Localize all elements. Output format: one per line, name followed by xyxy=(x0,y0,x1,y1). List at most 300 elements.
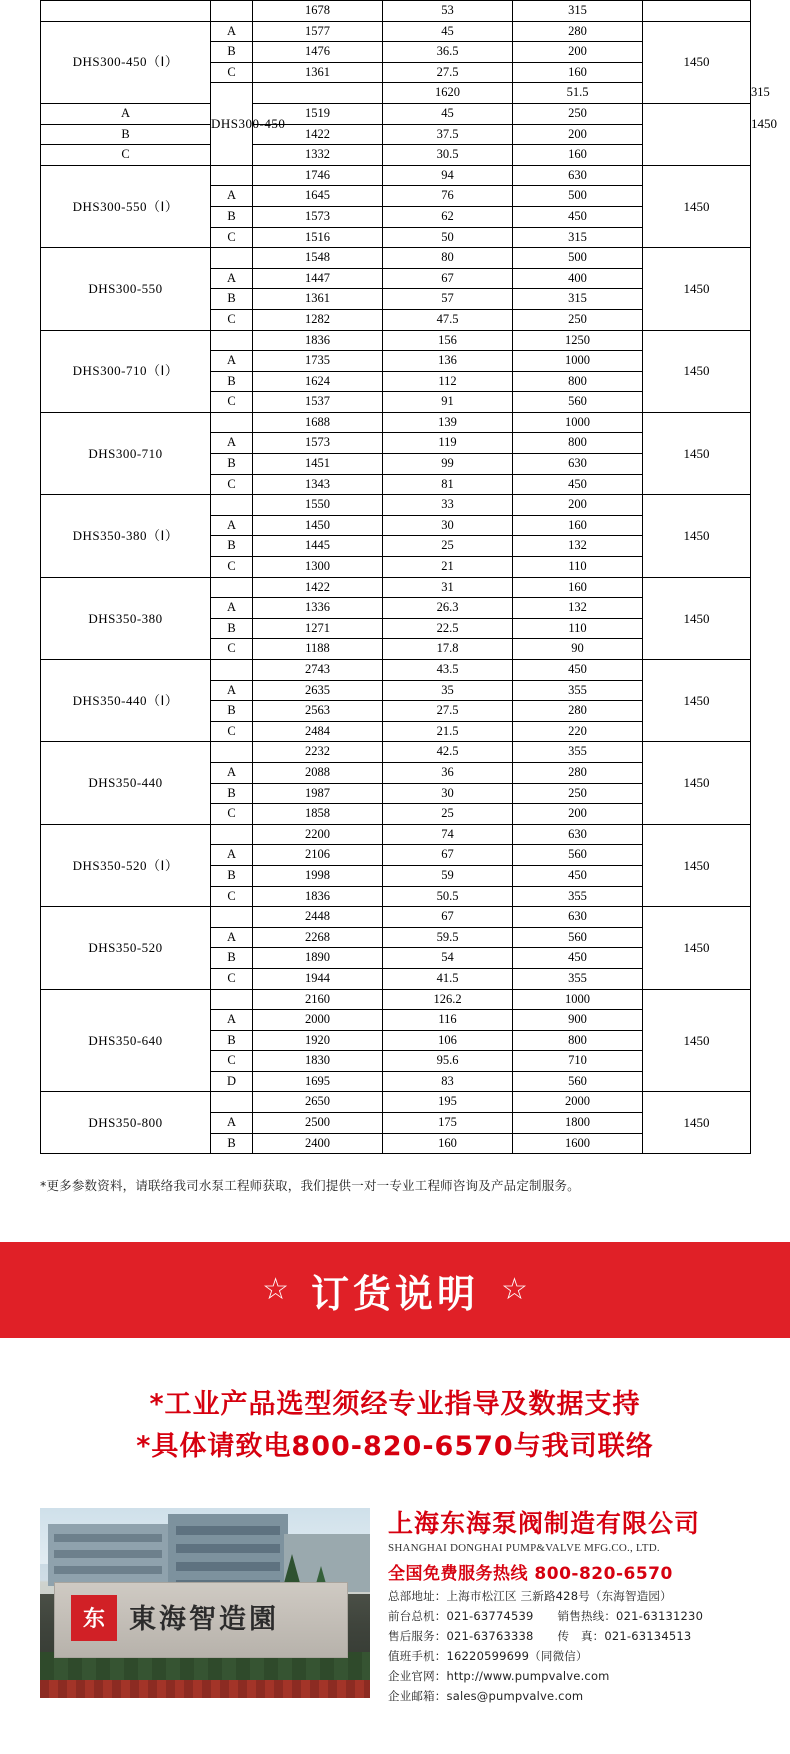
cell-a: 2000 xyxy=(253,1010,383,1031)
cell-b: 59 xyxy=(383,865,513,886)
photo-building-center xyxy=(168,1514,288,1592)
cell-model: DHS350-640 xyxy=(41,989,211,1092)
contact-label: 总部地址： xyxy=(388,1588,447,1603)
cell-a: 2232 xyxy=(253,742,383,763)
cell-speed: 1450 xyxy=(643,21,751,103)
cell-c: 355 xyxy=(513,968,643,989)
cell-a: 1688 xyxy=(253,412,383,433)
cell-a: 1332 xyxy=(253,145,383,166)
cell-letter: A xyxy=(211,680,253,701)
cell-a: 1830 xyxy=(253,1051,383,1072)
cell-c: 2000 xyxy=(513,1092,643,1113)
cell-letter xyxy=(211,660,253,681)
cell-model: DHS350-520（Ⅰ） xyxy=(41,824,211,906)
cell-letter: A xyxy=(211,268,253,289)
cell-b: 106 xyxy=(383,1030,513,1051)
cell-a: 2088 xyxy=(253,762,383,783)
contact-value-secondary: 021-63134513 xyxy=(604,1628,692,1643)
cell-model: DHS300-710 xyxy=(41,412,211,494)
cell-c: 90 xyxy=(513,639,643,660)
headline-line-2: *具体请致电800-820-6570与我司联络 xyxy=(136,1431,654,1463)
cell-letter: B xyxy=(211,289,253,310)
cell-letter: B xyxy=(211,1030,253,1051)
cell-speed: 1450 xyxy=(643,742,751,824)
cell-b: 136 xyxy=(383,351,513,372)
cell-letter: C xyxy=(211,557,253,578)
cell-letter: B xyxy=(211,371,253,392)
cell-a: 2484 xyxy=(253,721,383,742)
cell-letter: C xyxy=(211,721,253,742)
cell-c: 630 xyxy=(513,907,643,928)
cell-a: 1422 xyxy=(253,577,383,598)
cell-a: 1445 xyxy=(253,536,383,557)
cell-b: 74 xyxy=(383,824,513,845)
cell-a: 2268 xyxy=(253,927,383,948)
cell-a: 1987 xyxy=(253,783,383,804)
cell-speed: 1450 xyxy=(643,660,751,742)
cell-letter: C xyxy=(211,804,253,825)
cell-a: 1476 xyxy=(253,42,383,63)
cell-letter: A xyxy=(211,927,253,948)
cell-c: 315 xyxy=(513,227,643,248)
cell-c: 630 xyxy=(513,165,643,186)
cell-a: 1282 xyxy=(253,309,383,330)
cell-a: 1735 xyxy=(253,351,383,372)
cell-letter: B xyxy=(211,1133,253,1154)
cell-a: 1361 xyxy=(253,289,383,310)
photo-flowerbed xyxy=(40,1680,370,1698)
cell-b: 119 xyxy=(383,433,513,454)
cell-letter xyxy=(211,577,253,598)
table-row xyxy=(41,907,751,928)
cell-c: 355 xyxy=(513,886,643,907)
cell-c: 450 xyxy=(513,206,643,227)
cell-b: 21 xyxy=(383,557,513,578)
cell-a: 1361 xyxy=(253,62,383,83)
cell-a: 2743 xyxy=(253,660,383,681)
cell-c: 1250 xyxy=(513,330,643,351)
cell-c: 280 xyxy=(513,762,643,783)
cell-b: 175 xyxy=(383,1113,513,1134)
cell-b: 53 xyxy=(383,1,513,22)
cell-c: 800 xyxy=(513,433,643,454)
cell-letter: C xyxy=(211,62,253,83)
cell-letter: A xyxy=(211,21,253,42)
cell-b: 36.5 xyxy=(383,42,513,63)
cell-b: 27.5 xyxy=(383,701,513,722)
cell-b: 112 xyxy=(383,371,513,392)
table-row xyxy=(41,824,751,845)
contact-line xyxy=(388,1688,750,1704)
cell-c: 132 xyxy=(513,598,643,619)
cell-c: 560 xyxy=(513,845,643,866)
cell-letter: D xyxy=(211,1071,253,1092)
cell-letter xyxy=(211,1,253,22)
cell-a: 1577 xyxy=(253,21,383,42)
cell-letter xyxy=(211,907,253,928)
cell-b: 35 xyxy=(383,680,513,701)
cell-a: 1645 xyxy=(253,186,383,207)
cell-b: 41.5 xyxy=(383,968,513,989)
cell-model: DHS350-440 xyxy=(41,742,211,824)
contact-label-secondary: 传 真： xyxy=(557,1628,605,1643)
contact-label: 值班手机： xyxy=(388,1648,447,1663)
cell-c: 200 xyxy=(513,124,643,145)
cell-c: 900 xyxy=(513,1010,643,1031)
contact-value: sales@pumpvalve.com xyxy=(446,1688,584,1703)
cell-a: 1550 xyxy=(253,495,383,516)
cell-letter xyxy=(211,742,253,763)
cell-b: 67 xyxy=(383,268,513,289)
cell-c: 160 xyxy=(513,515,643,536)
table-row xyxy=(41,742,751,763)
cell-a: 1678 xyxy=(253,1,383,22)
cell-b: 67 xyxy=(383,845,513,866)
cell-speed: 1450 xyxy=(643,412,751,494)
company-info xyxy=(388,1508,750,1704)
company-name-cn: 上海东海泵阀制造有限公司 xyxy=(388,1508,701,1538)
cell-c: 1000 xyxy=(513,412,643,433)
cell-a: 1624 xyxy=(253,371,383,392)
cell-letter: C xyxy=(211,886,253,907)
contact-value-secondary: 021-63131230 xyxy=(616,1608,704,1623)
cell-b: 51.5 xyxy=(513,83,643,104)
cell-b: 45 xyxy=(383,103,513,124)
cell-c: 355 xyxy=(513,680,643,701)
cell-c: 800 xyxy=(513,1030,643,1051)
cell-c: 500 xyxy=(513,186,643,207)
cell-b: 22.5 xyxy=(383,618,513,639)
cell-a: 2650 xyxy=(253,1092,383,1113)
cell-a: 1944 xyxy=(253,968,383,989)
cell-c: 110 xyxy=(513,557,643,578)
cell-c: 450 xyxy=(513,948,643,969)
contact-value: http://www.pumpvalve.com xyxy=(446,1668,610,1683)
table-row xyxy=(41,660,751,681)
cell-a: 1271 xyxy=(253,618,383,639)
cell-c: 560 xyxy=(513,927,643,948)
cell-b: 50 xyxy=(383,227,513,248)
cell-c: 500 xyxy=(513,248,643,269)
cell-c: 1000 xyxy=(513,989,643,1010)
cell-b: 94 xyxy=(383,165,513,186)
cell-c: 1800 xyxy=(513,1113,643,1134)
cell-c: 250 xyxy=(513,103,643,124)
cell-letter xyxy=(211,165,253,186)
cell-letter: B xyxy=(211,783,253,804)
cell-c: 710 xyxy=(513,1051,643,1072)
cell-b: 83 xyxy=(383,1071,513,1092)
cell-c: 280 xyxy=(513,21,643,42)
cell-b: 62 xyxy=(383,206,513,227)
cell-model: DHS350-380 xyxy=(41,577,211,659)
cell-b: 25 xyxy=(383,804,513,825)
cell-letter: A xyxy=(211,762,253,783)
cell-b: 43.5 xyxy=(383,660,513,681)
cell-b: 42.5 xyxy=(383,742,513,763)
cell-b: 27.5 xyxy=(383,62,513,83)
cell-letter: C xyxy=(211,639,253,660)
cell-speed: 1450 xyxy=(643,1092,751,1154)
cell-b: 33 xyxy=(383,495,513,516)
cell-letter: C xyxy=(211,392,253,413)
cell-b: 116 xyxy=(383,1010,513,1031)
cell-c: 160 xyxy=(513,62,643,83)
cell-a: 2160 xyxy=(253,989,383,1010)
cell-c: 630 xyxy=(513,824,643,845)
cell-a: 2448 xyxy=(253,907,383,928)
cell-a: 1336 xyxy=(253,598,383,619)
company-logo-icon: 东 xyxy=(71,1595,117,1641)
cell-a: 1188 xyxy=(253,639,383,660)
pump-spec-table xyxy=(40,0,777,1154)
cell-model: DHS350-380（Ⅰ） xyxy=(41,495,211,577)
cell-speed: 1450 xyxy=(643,330,751,412)
cell-letter xyxy=(211,1092,253,1113)
table-row xyxy=(41,495,751,516)
order-headlines xyxy=(0,1384,790,1468)
cell-speed: 1450 xyxy=(643,495,751,577)
cell-b: 91 xyxy=(383,392,513,413)
cell-speed: 1450 xyxy=(643,165,751,247)
cell-a: 1890 xyxy=(253,948,383,969)
cell-speed: 1450 xyxy=(643,824,751,906)
table-row xyxy=(41,145,751,166)
cell-model: DHS350-800 xyxy=(41,1092,211,1154)
cell-a: 1573 xyxy=(253,433,383,454)
cell-b: 80 xyxy=(383,248,513,269)
contact-label-secondary: 销售热线： xyxy=(557,1608,617,1623)
cell-model xyxy=(41,1,211,22)
signage-text: 東海智造園 xyxy=(129,1603,279,1635)
cell-c: 450 xyxy=(513,865,643,886)
cell-b: 37.5 xyxy=(383,124,513,145)
cell-letter: A xyxy=(211,433,253,454)
cell-model: DHS350-440（Ⅰ） xyxy=(41,660,211,742)
contact-label: 售后服务： xyxy=(388,1628,447,1643)
headline-line-1: *工业产品选型须经专业指导及数据支持 xyxy=(149,1389,641,1421)
service-hotline: 全国免费服务热线 800-820-6570 xyxy=(388,1563,673,1584)
cell-a: 1548 xyxy=(253,248,383,269)
table-row xyxy=(41,989,751,1010)
cell-letter: A xyxy=(211,845,253,866)
cell-a: 1620 xyxy=(383,83,513,104)
contact-value: 上海市松江区 三新路428号（东海智造园） xyxy=(446,1588,672,1603)
table-row xyxy=(41,124,751,145)
cell-a: 2563 xyxy=(253,701,383,722)
table-row xyxy=(41,165,751,186)
cell-a: 1422 xyxy=(253,124,383,145)
contact-line xyxy=(388,1648,750,1664)
cell-letter: C xyxy=(41,145,211,166)
cell-a: 2106 xyxy=(253,845,383,866)
cell-b: 54 xyxy=(383,948,513,969)
cell-b: 59.5 xyxy=(383,927,513,948)
cell-b: 31 xyxy=(383,577,513,598)
cell-a: 1836 xyxy=(253,886,383,907)
contact-line xyxy=(388,1628,750,1644)
cell-letter: B xyxy=(211,701,253,722)
contact-value: 16220599699（同微信） xyxy=(446,1648,588,1663)
cell-c: 1600 xyxy=(513,1133,643,1154)
cell-letter: C xyxy=(211,227,253,248)
cell-letter: C xyxy=(211,309,253,330)
cell-letter: B xyxy=(41,124,211,145)
cell-letter: C xyxy=(211,474,253,495)
cell-c: 110 xyxy=(513,618,643,639)
cell-a: 1516 xyxy=(253,227,383,248)
cell-letter: B xyxy=(211,865,253,886)
cell-model: DHS300-550 xyxy=(41,248,211,330)
table-row xyxy=(41,103,751,124)
cell-letter xyxy=(253,83,383,104)
cell-c: 315 xyxy=(513,1,643,22)
cell-b: 36 xyxy=(383,762,513,783)
cell-b: 30.5 xyxy=(383,145,513,166)
cell-b: 21.5 xyxy=(383,721,513,742)
cell-c: 560 xyxy=(513,392,643,413)
cell-b: 95.6 xyxy=(383,1051,513,1072)
cell-letter: B xyxy=(211,536,253,557)
cell-model: DHS350-520 xyxy=(41,907,211,989)
cell-b: 81 xyxy=(383,474,513,495)
cell-a: 1573 xyxy=(253,206,383,227)
cell-letter: B xyxy=(211,618,253,639)
cell-letter: B xyxy=(211,42,253,63)
cell-b: 26.3 xyxy=(383,598,513,619)
cell-speed: 1450 xyxy=(643,577,751,659)
contact-label: 前台总机： xyxy=(388,1608,447,1623)
cell-model: DHS300-550（Ⅰ） xyxy=(41,165,211,247)
cell-b: 30 xyxy=(383,515,513,536)
table-footnote: *更多参数资料，请联络我司水泵工程师获取，我们提供一对一专业工程师咨询及产品定制服务。 xyxy=(40,1178,580,1194)
cell-letter xyxy=(211,989,253,1010)
cell-letter xyxy=(211,412,253,433)
cell-b: 67 xyxy=(383,907,513,928)
cell-b: 126.2 xyxy=(383,989,513,1010)
cell-a: 1451 xyxy=(253,454,383,475)
table-row xyxy=(41,1092,751,1113)
cell-b: 50.5 xyxy=(383,886,513,907)
cell-b: 99 xyxy=(383,454,513,475)
factory-photo xyxy=(40,1508,370,1698)
cell-b: 25 xyxy=(383,536,513,557)
cell-a: 2635 xyxy=(253,680,383,701)
cell-c: 800 xyxy=(513,371,643,392)
cell-letter: A xyxy=(211,351,253,372)
cell-a: 1450 xyxy=(253,515,383,536)
contact-label: 企业官网： xyxy=(388,1668,447,1683)
cell-c: 315 xyxy=(513,289,643,310)
cell-letter: B xyxy=(211,948,253,969)
cell-letter: A xyxy=(211,598,253,619)
cell-speed: 1450 xyxy=(643,989,751,1092)
cell-letter: A xyxy=(41,103,211,124)
cell-a: 1858 xyxy=(253,804,383,825)
photo-building-left xyxy=(48,1524,168,1586)
cell-b: 30 xyxy=(383,783,513,804)
cell-b: 47.5 xyxy=(383,309,513,330)
cell-letter xyxy=(211,248,253,269)
cell-a: 1519 xyxy=(253,103,383,124)
cell-c: 450 xyxy=(513,474,643,495)
cell-a: 2500 xyxy=(253,1113,383,1134)
cell-speed: 1450 xyxy=(643,907,751,989)
cell-a: 1920 xyxy=(253,1030,383,1051)
cell-letter xyxy=(211,330,253,351)
cell-a: 2400 xyxy=(253,1133,383,1154)
banner-title: 订货说明 xyxy=(310,1271,479,1316)
table-row xyxy=(41,577,751,598)
cell-b: 139 xyxy=(383,412,513,433)
cell-a: 1836 xyxy=(253,330,383,351)
contact-line xyxy=(388,1608,750,1624)
cell-b: 57 xyxy=(383,289,513,310)
cell-letter: A xyxy=(211,515,253,536)
cell-letter xyxy=(211,824,253,845)
cell-speed: 1450 xyxy=(643,248,751,330)
cell-b: 195 xyxy=(383,1092,513,1113)
cell-c: 450 xyxy=(513,660,643,681)
cell-b: 156 xyxy=(383,330,513,351)
cell-c: 200 xyxy=(513,42,643,63)
cell-a: 2200 xyxy=(253,824,383,845)
table-row xyxy=(41,248,751,269)
cell-a: 1998 xyxy=(253,865,383,886)
cell-model: DHS300-710（Ⅰ） xyxy=(41,330,211,412)
cell-c: 400 xyxy=(513,268,643,289)
cell-b: 45 xyxy=(383,21,513,42)
contact-line xyxy=(388,1668,750,1684)
cell-letter: C xyxy=(211,1051,253,1072)
cell-c: 160 xyxy=(513,577,643,598)
company-name-en: SHANGHAI DONGHAI PUMP&VALVE MFG.CO., LTD. xyxy=(388,1541,660,1554)
cell-c: 355 xyxy=(513,742,643,763)
cell-a: 1447 xyxy=(253,268,383,289)
order-instructions-banner xyxy=(0,1242,790,1338)
cell-c: 280 xyxy=(513,701,643,722)
cell-letter: A xyxy=(211,1010,253,1031)
table-row: DHS300-450 1620 51.5 315 1450 xyxy=(41,83,751,104)
cell-speed xyxy=(643,1,751,22)
contact-label: 企业邮箱： xyxy=(388,1688,447,1703)
cell-c: 1000 xyxy=(513,351,643,372)
cell-letter: B xyxy=(211,206,253,227)
photo-signage-stone xyxy=(54,1582,348,1658)
cell-b: 160 xyxy=(383,1133,513,1154)
cell-c: 220 xyxy=(513,721,643,742)
cell-a: 1746 xyxy=(253,165,383,186)
cell-model: DHS300-450（Ⅰ） xyxy=(41,21,211,103)
cell-letter: A xyxy=(211,186,253,207)
cell-letter: A xyxy=(211,1113,253,1134)
cell-c: 560 xyxy=(513,1071,643,1092)
table-row xyxy=(41,412,751,433)
cell-a: 1300 xyxy=(253,557,383,578)
contact-value: 021-63774539 xyxy=(446,1608,534,1623)
cell-a: 1695 xyxy=(253,1071,383,1092)
table-row xyxy=(41,21,751,42)
cell-c: 250 xyxy=(513,309,643,330)
cell-letter xyxy=(211,495,253,516)
contact-value: 021-63763338 xyxy=(446,1628,534,1643)
cell-a: 1537 xyxy=(253,392,383,413)
cell-c: 200 xyxy=(513,804,643,825)
table-row xyxy=(41,330,751,351)
cell-b: 76 xyxy=(383,186,513,207)
cell-c: 160 xyxy=(513,145,643,166)
cell-c: 132 xyxy=(513,536,643,557)
